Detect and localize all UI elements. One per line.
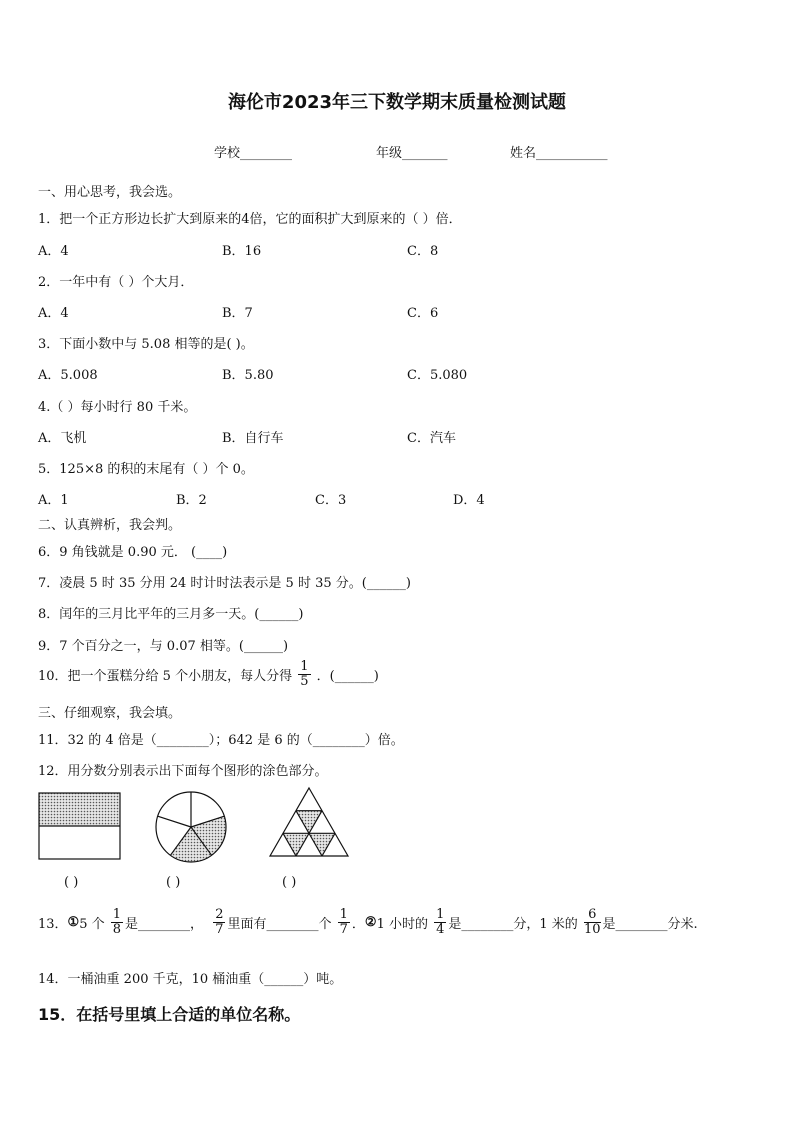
question-11: 11．32 的 4 倍是（________）；642 是 6 的（________）倍。 [38,733,404,748]
q13-circled-2: ② [364,915,377,930]
question-12: 12．用分数分别表示出下面每个图形的涂色部分。 [38,764,328,779]
q13-text-c: 里面有________个 [227,917,332,932]
question-14: 14．一桶油重 200 千克，10 桶油重（______）吨。 [38,972,343,987]
q12-answer-3: ( ) [282,875,297,890]
q13-fraction-4 [434,908,446,937]
section-3-heading: 三、仔细观察，我会填。 [38,706,182,721]
question-5: 5．125×8 的积的末尾有（ ）个 0。 [38,462,254,477]
question-13 [38,908,698,937]
q10-fraction-denominator: 5 [300,674,309,689]
page-title: 海伦市2023年三下数学期末质量检测试题 [227,92,567,113]
q13-f2-numerator: 2 [215,907,224,922]
q10-answer: ．(______) [316,669,379,684]
q13-f4-numerator: 1 [436,907,445,922]
q5-option-a: A．1 [38,493,69,508]
q13-f3-numerator: 1 [339,907,348,922]
question-7: 7．凌晨 5 时 35 分用 24 时计时法表示是 5 时 35 分。(______) [38,576,411,591]
question-2: 2．一年中有（ ）个大月． [38,275,194,290]
q13-fraction-2 [213,908,225,937]
q13-fraction-5 [584,908,601,937]
triangle-shaded-cell [296,811,322,834]
q2-option-b: B．7 [222,306,253,321]
q13-f1-denominator: 8 [112,922,122,937]
q13-text-d: ． [351,917,365,932]
q13-text-a: 5 个 [79,917,105,932]
q1-option-b: B．16 [222,244,262,259]
q5-option-c: C．3 [315,493,347,508]
q10-fraction-numerator: 1 [300,659,309,674]
q13-f5-numerator: 6 [584,908,601,923]
section-1-heading: 一、用心思考，我会选。 [38,185,182,200]
name-field: 姓名___________ [510,146,608,161]
rectangle-figure [38,792,122,862]
q13-f3-denominator: 7 [339,922,348,937]
q12-answer-1: ( ) [64,875,79,890]
q13-f5-denominator: 10 [583,922,601,937]
grade-field: 年级_______ [376,146,448,161]
school-field: 学校________ [214,146,293,161]
q12-answer-2: ( ) [166,875,181,890]
question-4: 4.（ ）每小时行 80 千米。 [38,400,197,415]
triangle-figure [268,786,352,860]
q13-f2-denominator: 7 [215,922,224,937]
question-8: 8．闰年的三月比平年的三月多一天。(______) [38,607,304,622]
q13-text-f: 是________分，1 米的 [448,917,578,932]
section-2-heading: 二、认真辨析，我会判。 [38,518,182,533]
q4-option-c: C．汽车 [407,431,456,446]
q1-option-c: C．8 [407,244,439,259]
q3-option-b: B．5.80 [222,368,274,383]
q10-text: 10．把一个蛋糕分给 5 个小朋友，每人分得 [38,669,293,684]
circle-figure [154,790,228,864]
q13-fraction-1 [111,908,123,937]
q10-fraction [298,660,310,689]
q1-option-a: A．4 [38,244,69,259]
q13-f1-numerator: 1 [112,907,122,922]
question-3: 3．下面小数中与 5.08 相等的是( )。 [38,337,254,352]
q5-option-d: D．4 [453,493,485,508]
q5-option-b: B．2 [176,493,207,508]
q13-number: 13． [38,917,68,932]
triangle-shaded-cell [283,833,309,856]
question-1: 1．把一个正方形边长扩大到原来的4倍，它的面积扩大到原来的（ ）倍． [38,212,462,227]
q13-text-b: 是________， [125,917,204,932]
question-10 [38,660,379,689]
q13-fraction-3 [338,908,350,937]
q4-option-a: A．飞机 [38,431,87,446]
triangle-shaded-cell [309,833,335,856]
rectangle-shaded-half [39,793,120,826]
question-15: 15．在括号里填上合适的单位名称。 [38,1005,301,1024]
q13-f4-denominator: 4 [436,922,445,937]
q4-option-b: B．自行车 [222,431,284,446]
question-6: 6．9 角钱就是 0.90 元． (____) [38,545,228,560]
q13-text-g: 是________分米. [602,917,698,932]
q2-option-c: C．6 [407,306,439,321]
question-9: 9．7 个百分之一，与 0.07 相等。(______) [38,639,289,654]
q13-circled-1: ① [67,915,80,930]
q3-option-a: A．5.008 [38,368,98,383]
q3-option-c: C．5.080 [407,368,468,383]
q2-option-a: A．4 [38,306,69,321]
q13-text-e: 1 小时的 [376,917,428,932]
